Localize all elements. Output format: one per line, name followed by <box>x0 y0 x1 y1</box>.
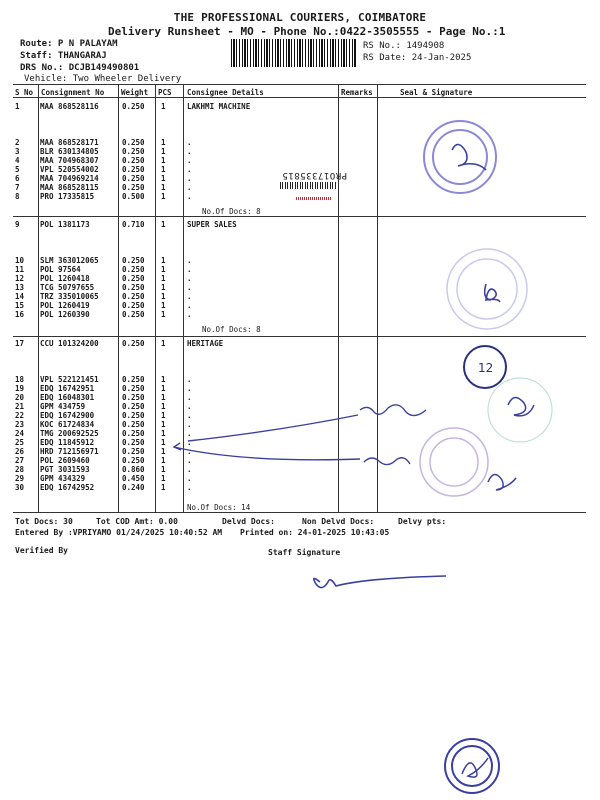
arrow-mark <box>174 443 181 450</box>
rs-number: RS No.: 1494908 <box>363 41 445 51</box>
staff-label: Staff: THANGARAJ <box>20 51 107 61</box>
delivered-docs: Delvd Docs: <box>222 517 275 526</box>
signature-mark <box>452 144 486 170</box>
post-office-stamp <box>424 121 496 193</box>
signature-mark <box>488 474 516 490</box>
no-of-docs: No.Of Docs: 8 <box>202 207 261 216</box>
staff-signature-mark <box>314 576 446 588</box>
document-subtitle: Delivery Runsheet - MO - Phone No.:0422-3505555 - Page No.:1 <box>108 25 506 38</box>
verified-by-label: Verified By <box>15 546 68 555</box>
drs-number: DRS No.: DCJB149490801 <box>20 63 140 73</box>
stamp-ring <box>488 378 552 442</box>
signature-mark <box>462 758 488 777</box>
company-stamp <box>420 428 488 496</box>
handwritten-number: 12 <box>478 361 494 375</box>
document-title: THE PROFESSIONAL COURIERS, COIMBATORE <box>173 11 427 24</box>
total-cod-amount: Tot COD Amt: 0.00 <box>96 517 178 526</box>
col-header-remarks: Remarks <box>341 88 373 97</box>
col-header-pcs: PCS <box>158 88 172 97</box>
total-docs: Tot Docs: 30 <box>15 517 73 526</box>
entered-by: Entered By :VPRIYAMO 01/24/2025 10:40:52 AM <box>15 528 223 537</box>
col-header-consignee: Consignee Details <box>187 88 264 97</box>
consignee-name: HERITAGE <box>187 339 224 348</box>
delivery-points: Delvy pts: <box>398 517 447 526</box>
handwritten-scribble <box>360 405 426 416</box>
consignee-name: LAKHMI MACHINE <box>187 102 251 111</box>
no-of-docs: No.Of Docs: 14 <box>187 503 251 512</box>
col-header-weight: Weight <box>121 88 149 97</box>
rs-date: RS Date: 24-Jan-2025 <box>363 53 472 63</box>
arrow-mark <box>188 415 358 441</box>
no-of-docs: No.Of Docs: 8 <box>202 325 261 334</box>
faint-stamp <box>447 249 527 329</box>
vehicle-label: Vehicle: Two Wheeler Delivery <box>24 74 182 84</box>
col-header-seal: Seal & Signature <box>400 88 473 97</box>
printed-on: Printed on: 24-01-2025 10:43:05 <box>240 528 390 537</box>
col-header-sno: S No <box>15 88 34 97</box>
arrow-mark <box>174 447 360 460</box>
pc-stamp <box>445 739 499 793</box>
signature-mark <box>508 397 534 415</box>
staff-signature-label: Staff Signature <box>268 548 341 557</box>
col-header-consignment: Consignment No <box>41 88 105 97</box>
parcel-label: PRO17335815 <box>282 170 348 180</box>
signature-mark <box>485 284 500 302</box>
handwritten-scribble <box>364 458 410 465</box>
route-label: Route: P N PALAYAM <box>20 39 118 49</box>
consignee-name: SUPER SALES <box>187 220 237 229</box>
non-delivered-docs: Non Delvd Docs: <box>302 517 375 526</box>
